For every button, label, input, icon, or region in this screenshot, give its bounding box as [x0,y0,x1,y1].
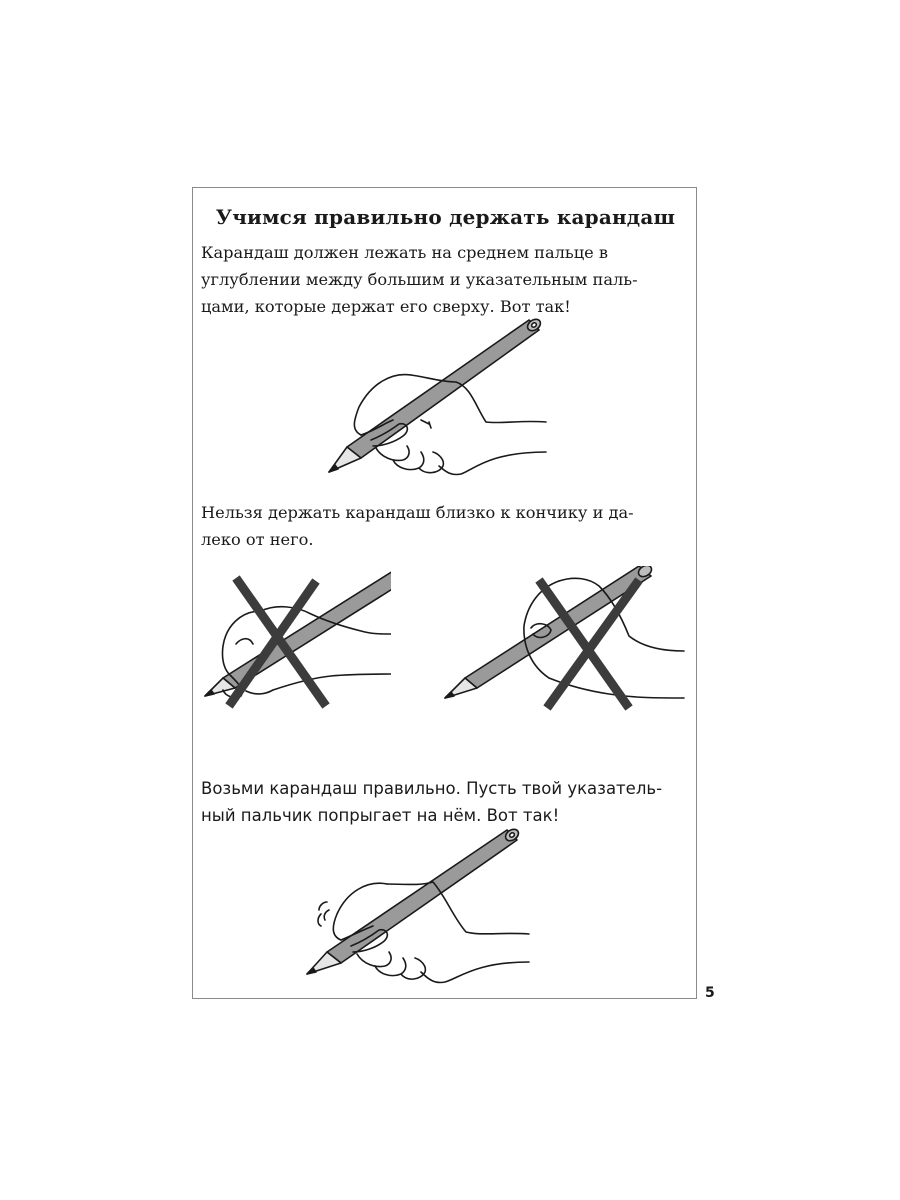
workbook-page [192,187,697,999]
hand-holding-pencil-icon [301,822,531,992]
crossed-out-hand-icon [201,566,391,726]
crossed-out-hand-icon [439,566,689,726]
instruction-tap-finger: Возьми карандаш правильно. Пусть твой указатель- ный пальчик попрыгает на нём. Вот так! [201,779,663,825]
instruction-wrong-grip: Нельзя держать карандаш близко к кончику и да- леко от него. [201,503,634,549]
hand-holding-pencil-icon [321,312,551,477]
instruction-correct-grip: Карандаш должен лежать на среднем пальце в углублении между большим и указательным паль- цами, которые держат его сверху. Вот так! [201,243,638,316]
page-title: Учимся правильно держать карандаш [215,205,676,229]
page-number: 5 [705,985,715,1001]
